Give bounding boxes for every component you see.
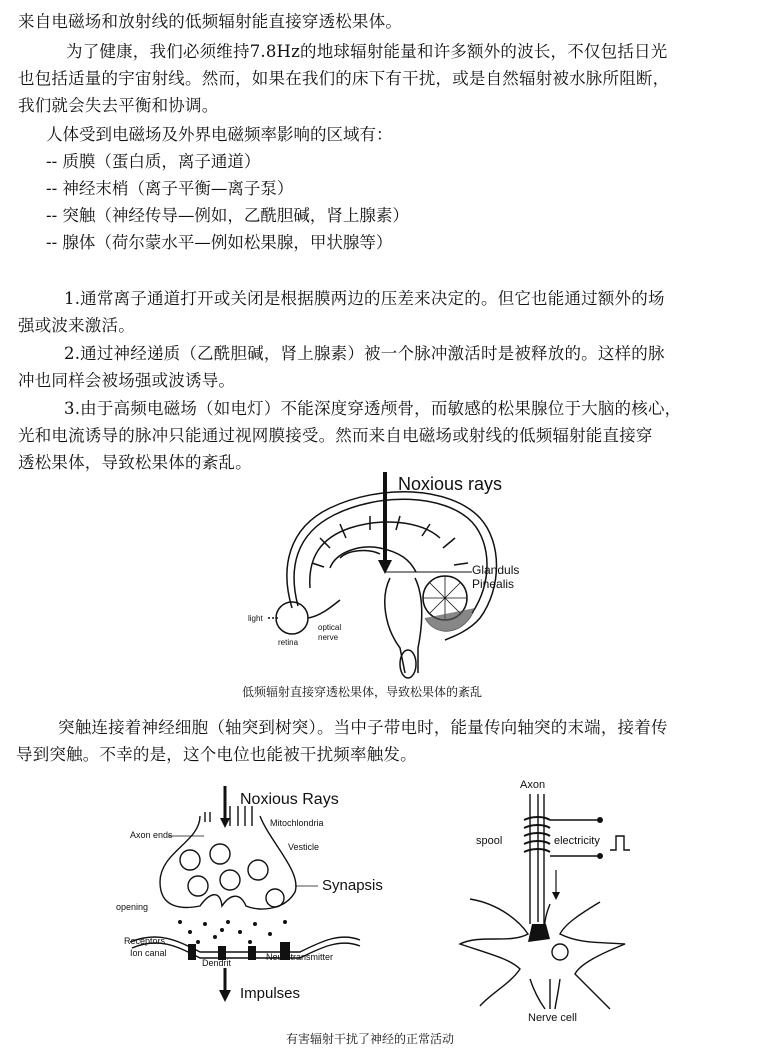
affected-area-item: -- 腺体（荷尔蒙水平—例如松果腺，甲状腺等） bbox=[46, 233, 393, 252]
glanduls-label: Glanduls bbox=[472, 563, 520, 577]
mitochondria-label: Mitochlondria bbox=[270, 818, 324, 828]
synapse-figure bbox=[110, 782, 410, 1008]
impulses-arrow-head bbox=[219, 990, 231, 1002]
spool-label: spool bbox=[476, 835, 503, 847]
brain-figure-caption: 低频辐射直接穿透松果体，导致松果体的紊乱 bbox=[242, 685, 483, 699]
dendrit-label: Dendrit bbox=[202, 958, 232, 968]
point-3-line-3: 透松果体，导致松果体的紊乱。 bbox=[18, 453, 252, 472]
point-3-line-1: 3.由于高频电磁场（如电灯）不能深度穿透颅骨，而敏感的松果腺位于大脑的核心， bbox=[64, 399, 682, 418]
nerve-cell-body bbox=[460, 899, 625, 1009]
affected-area-item: -- 质膜（蛋白质，离子通道） bbox=[46, 152, 261, 171]
affected-area-item: -- 神经末梢（离子平衡—离子泵） bbox=[46, 179, 294, 198]
point-2-line-2: 冲也同样会被场强或波诱导。 bbox=[18, 371, 236, 390]
light-label: light bbox=[248, 614, 263, 623]
electricity-label: electricity bbox=[554, 835, 600, 847]
affected-area-item: -- 突触（神经传导—例如，乙酰胆碱，肾上腺素） bbox=[46, 206, 409, 225]
synapse-paragraph-line-2: 导到突触。不幸的是，这个电位也能被干扰频率触发。 bbox=[16, 745, 417, 764]
vesticle-label: Vesticle bbox=[288, 842, 320, 852]
receptors-label: Receptors bbox=[124, 936, 166, 946]
spool-coil bbox=[524, 817, 550, 852]
health-paragraph-line-1: 为了健康，我们必须维持7.8Hz的地球辐射能量和许多额外的波长，不仅包括日光 bbox=[66, 42, 668, 61]
noxious-rays-arrow-head bbox=[220, 818, 230, 828]
point-1-line-2: 强或波来激活。 bbox=[18, 316, 135, 335]
ion-canal-label: Ion canal bbox=[130, 948, 167, 958]
receptor bbox=[188, 944, 196, 960]
impulses-label: Impulses bbox=[240, 985, 301, 1002]
health-paragraph-line-3: 我们就会失去平衡和协调。 bbox=[18, 96, 219, 115]
point-3-line-2: 光和电流诱导的脉冲只能通过视网膜接受。然而来自电磁场或射线的低频辐射能直接穿 bbox=[18, 426, 653, 445]
receptor bbox=[248, 946, 256, 960]
nerve-label: nerve bbox=[318, 633, 339, 642]
optical-label: optical bbox=[318, 623, 342, 632]
point-2-line-1: 2.通过神经递质（乙酰胆碱，肾上腺素）被一个脉冲激活时是被释放的。这样的脉 bbox=[64, 344, 665, 363]
opening-label: opening bbox=[116, 902, 149, 912]
axon-ends-label: Axon ends bbox=[130, 830, 173, 840]
brain-noxious-rays-label: Noxious rays bbox=[398, 474, 503, 494]
point-1-line-1: 1.通常离子通道打开或关闭是根据膜两边的压差来决定的。但它也能通过额外的场 bbox=[64, 289, 665, 308]
brain-figure bbox=[240, 468, 530, 680]
affected-areas-intro: 人体受到电磁场及外界电磁频率影响的区域有： bbox=[46, 125, 393, 144]
axon-label: Axon bbox=[520, 779, 546, 791]
synapsis-label: Synapsis bbox=[322, 877, 383, 894]
nerve-cell-label: Nerve cell bbox=[528, 1012, 577, 1024]
pinealis-label: Pinealis bbox=[472, 577, 515, 591]
nucleus bbox=[552, 944, 568, 960]
neurotransmitter-label: Neurotransmitter bbox=[266, 952, 334, 962]
intro-line: 来自电磁场和放射线的低频辐射能直接穿透松果体。 bbox=[18, 12, 403, 31]
pulse-signal bbox=[610, 836, 630, 850]
retina-label: retina bbox=[278, 638, 299, 647]
health-paragraph-line-2: 也包括适量的宇宙射线。然而，如果在我们的床下有干扰，或是自然辐射被水脉所阻断， bbox=[18, 69, 670, 88]
bottom-figure-caption: 有害辐射干扰了神经的正常活动 bbox=[286, 1032, 455, 1046]
synapse-noxious-rays-label: Noxious Rays bbox=[240, 791, 339, 808]
nerve-cell-figure bbox=[450, 774, 650, 1024]
synapse-paragraph-line-1: 突触连接着神经细胞（轴突到树突）。当中子带电时，能量传向轴突的末端，接着传 bbox=[58, 718, 668, 737]
axon bbox=[530, 794, 544, 924]
